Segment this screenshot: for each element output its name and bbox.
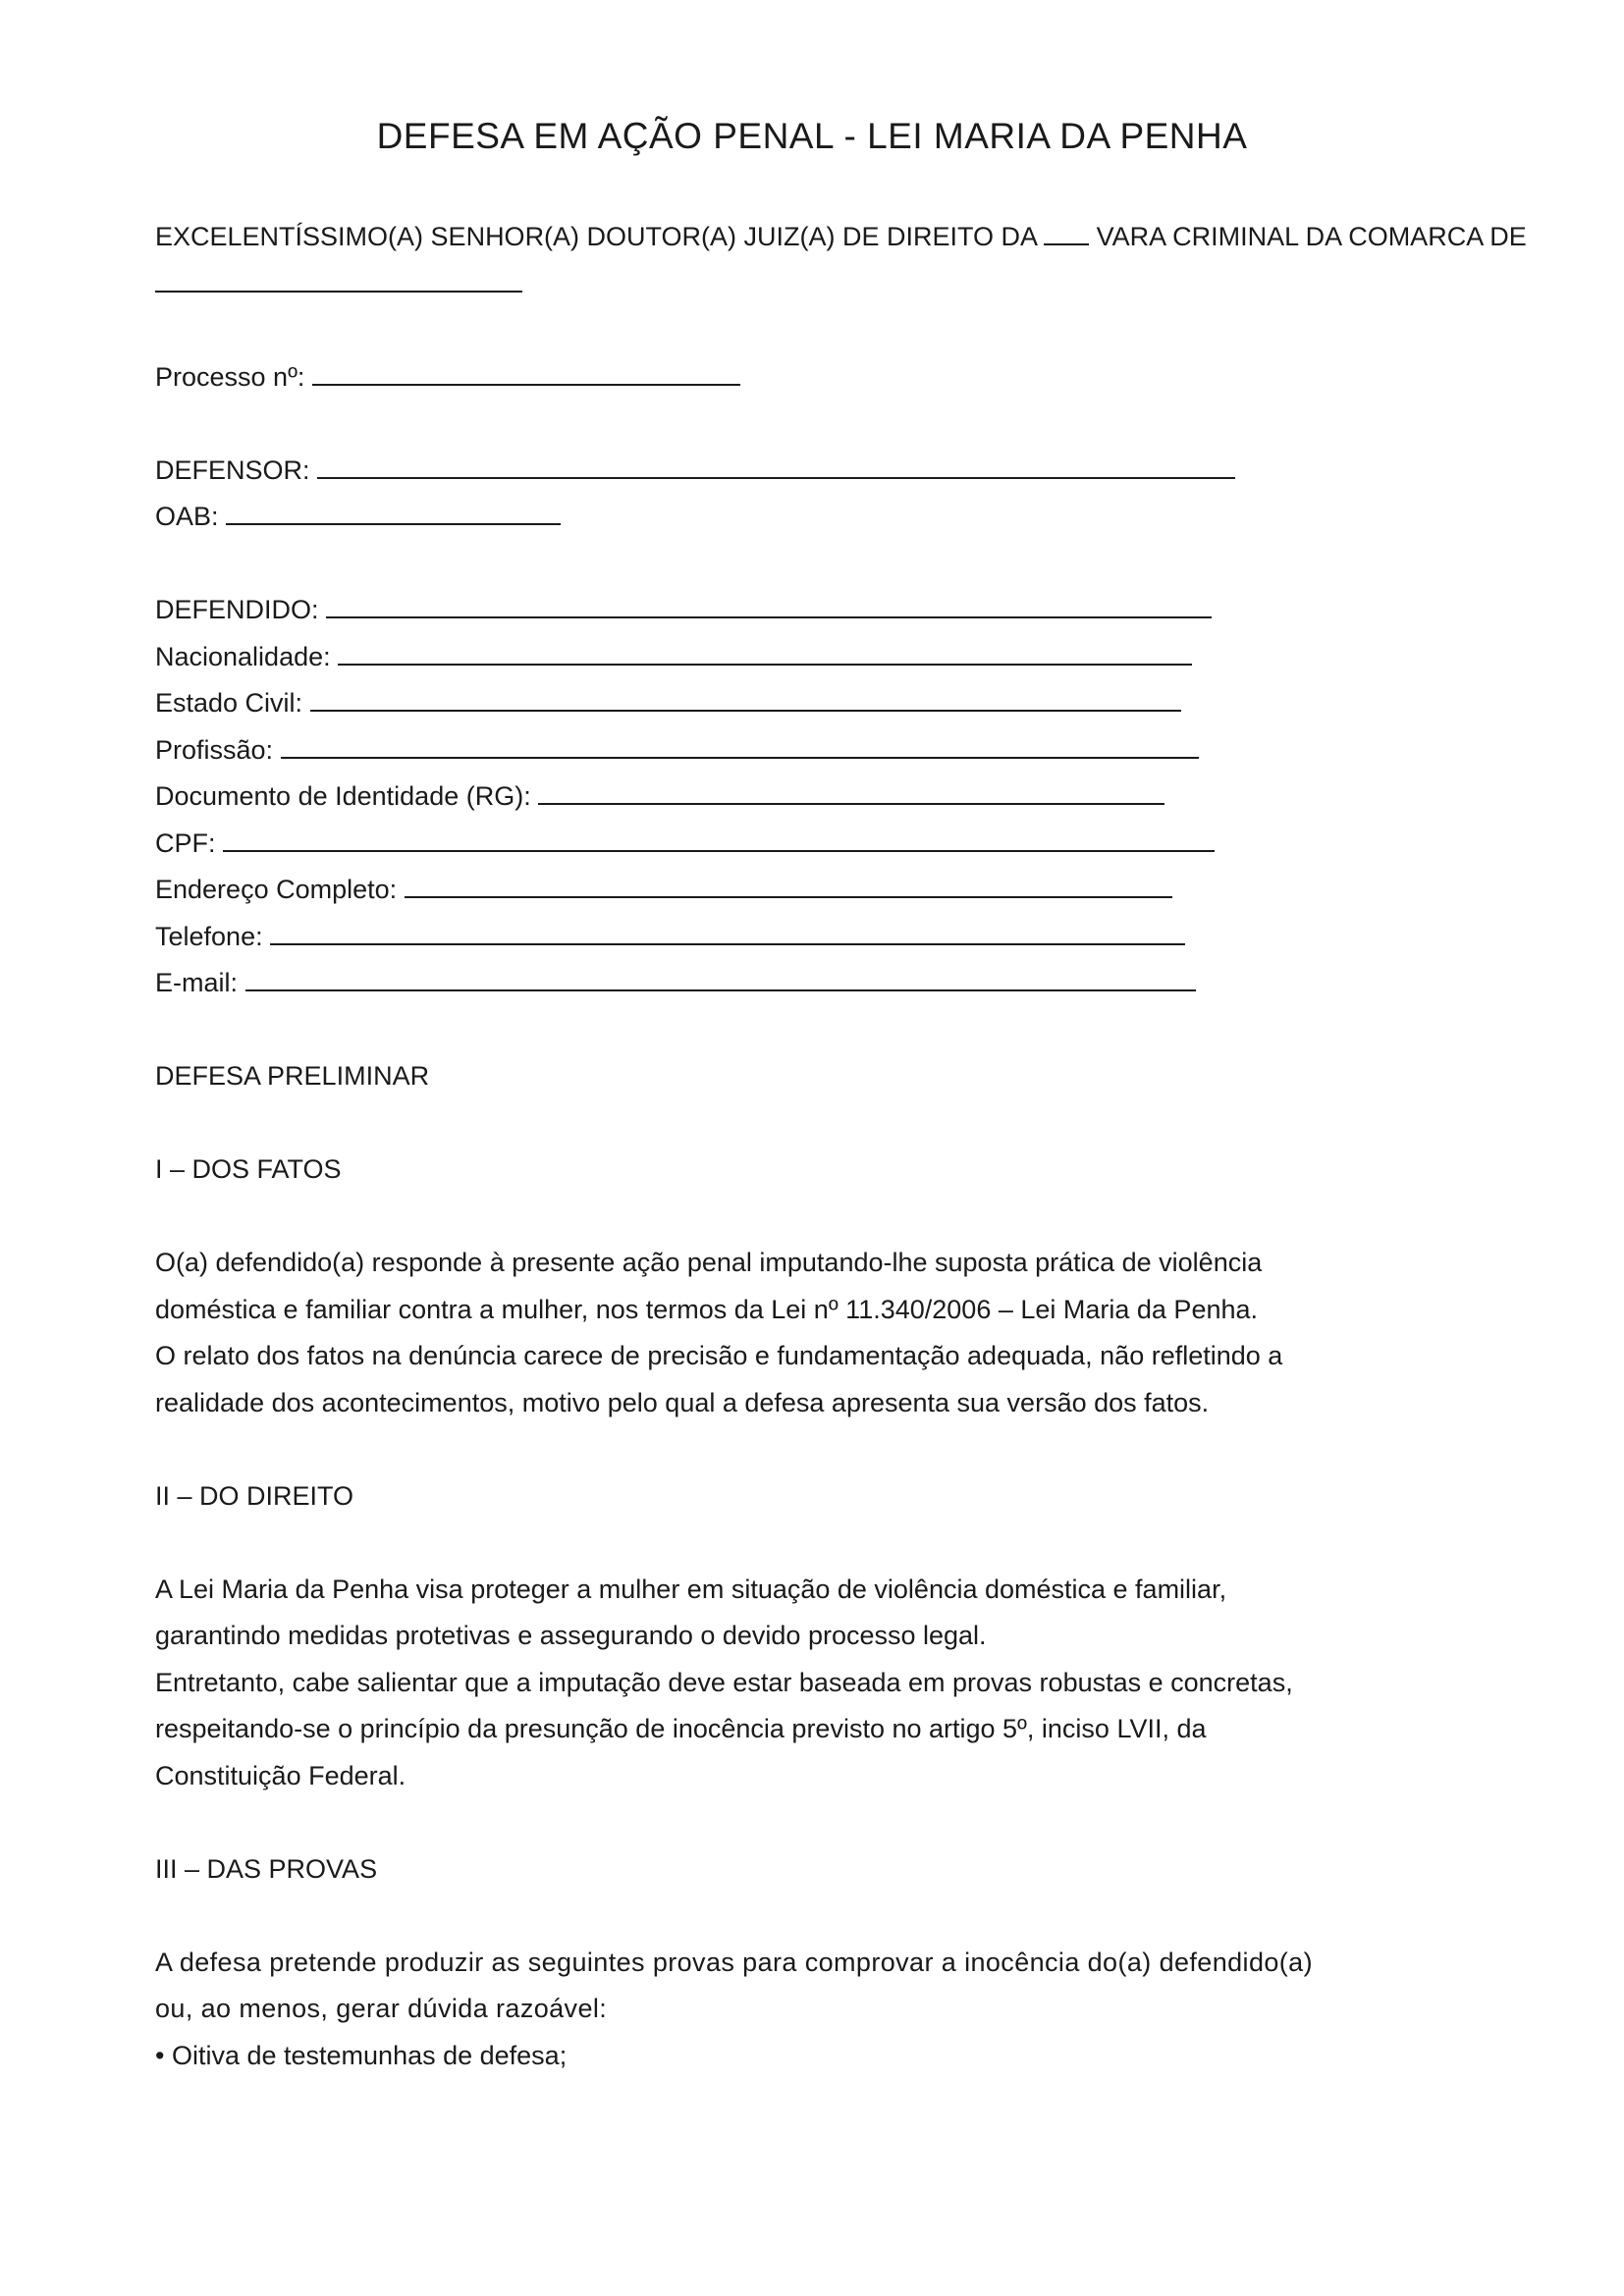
oab-label: OAB: (155, 502, 219, 531)
estado-civil-blank[interactable] (310, 680, 1181, 712)
defensor-blank[interactable] (317, 448, 1235, 479)
section2-line: Constituição Federal. (155, 1760, 406, 1790)
section2-line: A Lei Maria da Penha visa proteger a mulher em situação de violência doméstica e familiar, (155, 1574, 1227, 1604)
email-label: E-mail: (155, 968, 239, 997)
addressee-line (155, 214, 1598, 261)
addressee-text: EXCELENTÍSSIMO(A) SENHOR(A) DOUTOR(A) JUIZ(A) DE DIREITO DA (155, 222, 1037, 251)
section2-line: Entretanto, cabe salientar que a imputação deve estar baseada em provas robustas e concretas, (155, 1667, 1293, 1697)
rg-blank[interactable] (538, 774, 1164, 805)
cpf-line (155, 821, 1598, 868)
document-title: DEFESA EM AÇÃO PENAL - LEI MARIA DA PENHA (376, 116, 1248, 156)
nacionalidade-label: Nacionalidade: (155, 641, 331, 671)
defendido-blank[interactable] (326, 587, 1212, 618)
profissao-line (155, 727, 1598, 774)
section1-heading: I – DOS FATOS (155, 1154, 342, 1184)
section3-bullet: • Oitiva de testemunhas de defesa; (155, 2040, 568, 2070)
endereco-line (155, 867, 1598, 914)
nacionalidade-line (155, 634, 1598, 681)
section1-line: O(a) defendido(a) responde à presente ação penal imputando-lhe suposta prática de violência (155, 1248, 1263, 1277)
telefone-blank[interactable] (270, 914, 1185, 945)
comarca-blank[interactable] (155, 261, 522, 293)
estado-civil-label: Estado Civil: (155, 688, 303, 718)
email-line (155, 960, 1598, 1007)
addressee-text-b: VARA CRIMINAL DA COMARCA DE (1096, 222, 1527, 251)
section1-line: O relato dos fatos na denúncia carece de precisão e fundamentação adequada, não refletindo a (155, 1341, 1283, 1370)
section3-heading: III – DAS PROVAS (155, 1853, 378, 1884)
section3-line: ou, ao menos, gerar dúvida razoável: (155, 1994, 608, 2023)
section2-line: garantindo medidas protetivas e assegurando o devido processo legal. (155, 1621, 987, 1650)
cpf-label: CPF: (155, 828, 216, 858)
email-blank[interactable] (245, 960, 1196, 991)
document-body (155, 214, 1598, 2079)
rg-label: Documento de Identidade (RG): (155, 781, 531, 811)
section2-line: respeitando-se o princípio da presunção de inocência previsto no artigo 5º, inciso LVII, da (155, 1714, 1207, 1743)
section1-line: realidade dos acontecimentos, motivo pelo qual a defesa apresenta sua versão dos fatos. (155, 1387, 1210, 1417)
processo-line (155, 354, 1598, 401)
processo-label: Processo nº: (155, 361, 305, 392)
defensor-label: DEFENSOR: (155, 454, 310, 485)
rg-line (155, 774, 1598, 821)
defendido-line (155, 587, 1598, 634)
telefone-line (155, 914, 1598, 961)
processo-blank[interactable] (312, 354, 740, 386)
oab-line (155, 494, 1598, 541)
cpf-blank[interactable] (223, 821, 1215, 852)
nacionalidade-blank[interactable] (338, 634, 1192, 666)
endereco-label: Endereço Completo: (155, 875, 398, 904)
oab-blank[interactable] (226, 494, 561, 525)
section2-heading: II – DO DIREITO (155, 1480, 354, 1511)
profissao-label: Profissão: (155, 734, 274, 765)
section1-line: doméstica e familiar contra a mulher, nos termos da Lei nº 11.340/2006 – Lei Maria da Penha. (155, 1294, 1259, 1324)
telefone-label: Telefone: (155, 921, 263, 951)
estado-civil-line (155, 680, 1598, 727)
endereco-blank[interactable] (405, 867, 1172, 898)
vara-blank[interactable] (1044, 214, 1089, 245)
defendido-label: DEFENDIDO: (155, 595, 319, 624)
defensor-line (155, 448, 1598, 495)
comarca-line (155, 261, 1598, 308)
profissao-blank[interactable] (281, 727, 1199, 759)
section-title: DEFESA PRELIMINAR (155, 1061, 430, 1091)
section3-line: A defesa pretende produzir as seguintes provas para comprovar a inocência do(a) defendido(a) (155, 1947, 1313, 1977)
